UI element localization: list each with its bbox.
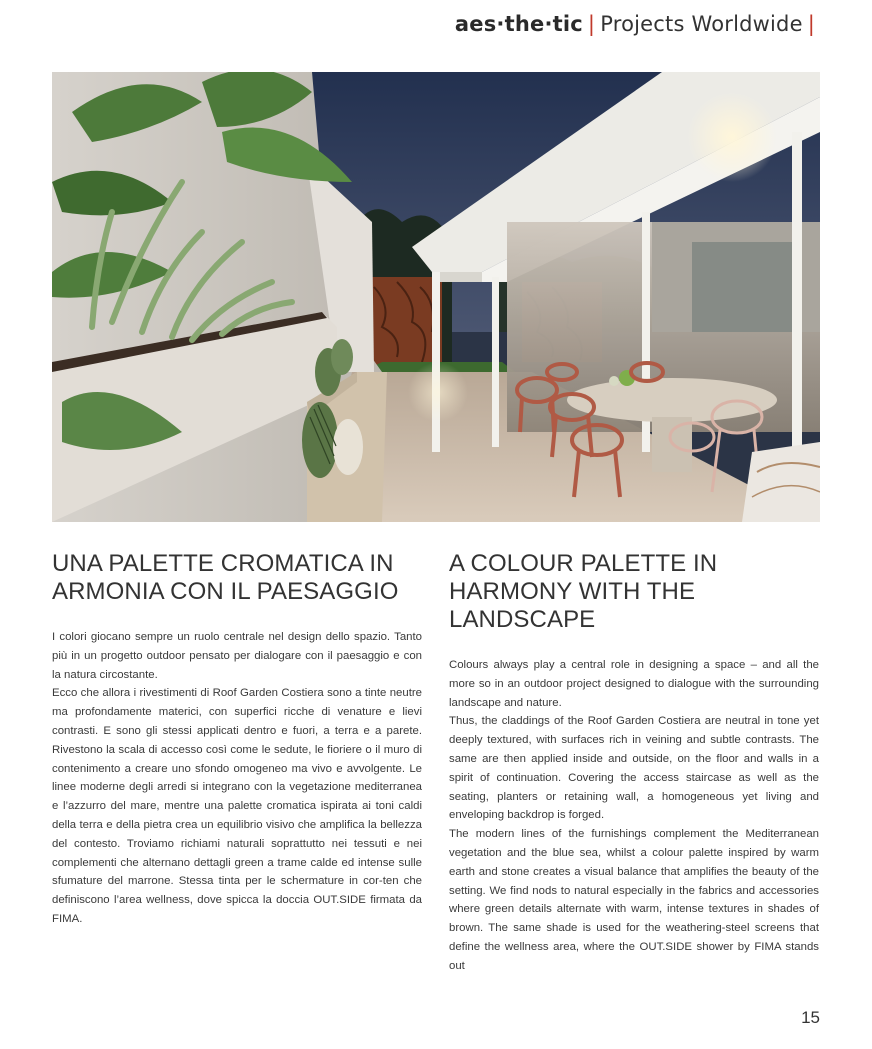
italian-paragraph-1: I colori giocano sempre un ruolo centrale nel design dello spazio. Tanto più in un progetto outdoor pensato per dialogare con il paesaggio e con la natura circostante. [52,631,422,681]
english-paragraph-2: Thus, the claddings of the Roof Garden Costiera are neutral in tone yet deeply textured, with surfaces rich in veining and subtle contrasts. The same are then applied inside and outside, on the floor and walls in a spirit of continuation. Covering the access staircase as well as the seating, planters or retaining wall, a homogeneous yet living and enveloping backdrop is forged. [449,715,819,822]
terrace-photo [52,72,820,522]
italian-title: UNA PALETTE CROMATICA IN ARMONIA CON IL PAESAGGIO [52,550,399,605]
page-number: 15 [801,1008,820,1027]
english-article [449,550,819,976]
english-title: A COLOUR PALETTE IN HARMONY WITH THE LANDSCAPE [449,550,718,633]
brand-name: aes·the·tic [454,12,583,36]
english-paragraph-3: The modern lines of the furnishings complement the Mediterranean vegetation and the blue sea, whilst a colour palette inspired by warm earth and stone creates a visual balance that amplifies the beauty of the setting. We find nods to natural especially in the fabrics and accessories where green details alternate with warm, intense textures in shades of brown. The same shade is used for the weathering-steel screens that define the wellness area, where the OUT.SIDE shower by FIMA stands out [449,828,819,972]
terrace-illustration [52,72,820,522]
italian-article [52,550,422,929]
english-paragraph-1: Colours always play a central role in designing a space – and all the more so in an outdoor project designed to dialogue with the surrounding landscape and nature. [449,659,819,709]
magazine-header [455,12,820,36]
header-divider: | [587,12,596,36]
section-name: Projects Worldwide [600,12,803,36]
header-end-divider: | [807,12,815,36]
italian-paragraph-2: Ecco che allora i rivestimenti di Roof Garden Costiera sono a tinte neutre ma profondamente materici, con superfici ricche di venature e lievi contrasti. E sono gli stessi applicati dentro e fuori, a terra e a parete. Rivestono la scala di accesso così come le sedute, le fioriere o il muro di contenimento a creare uno sfondo omogeneo ma vivo e avvolgente. Le linee moderne degli arredi si integrano con la vegetazione mediterranea e l’azzurro del mare, mentre una palette cromatica ispirata ai toni caldi della terra e della pietra crea un equilibrio visivo che amplifica la bellezza del contesto. Troviamo richiami naturali soprattutto nei tessuti e nei complementi che alternano dettagli green a trame calde ed intense sulle sfumature del marrone. Stessa tinta per le schermature in cor-ten che definiscono l’area wellness, dove spicca la doccia OUT.SIDE firmata da FIMA. [52,687,422,925]
